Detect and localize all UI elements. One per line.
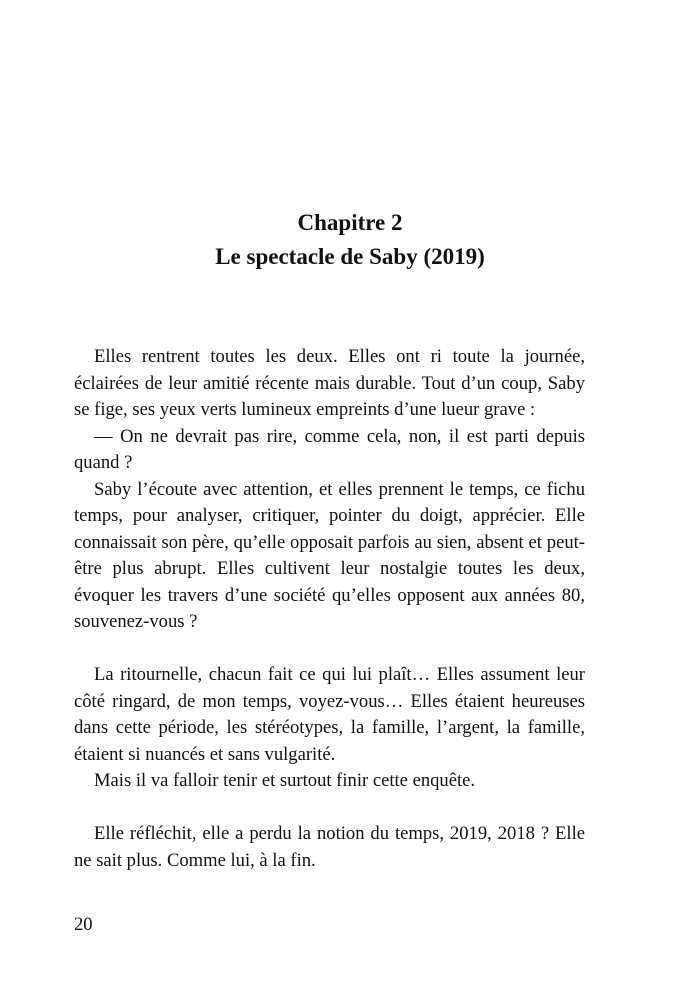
chapter-number: Chapitre 2	[297, 210, 403, 235]
chapter-title: Le spectacle de Saby (2019)	[215, 244, 485, 269]
paragraph: Elle réfléchit, elle a perdu la notion du temps, 2019, 2018 ? Elle ne sait plus. Comme lui, à la fin.	[74, 823, 585, 871]
paragraph: Elles rentrent toutes les deux. Elles ont ri toute la journée, éclairées de leur amitié récente mais durable. Tout d’un coup, Saby se fige, ses yeux verts lumineux empreints d’une lueur grave :	[74, 346, 585, 420]
chapter-heading	[0, 206, 700, 274]
page-number: 20	[74, 914, 93, 935]
body-text	[74, 344, 585, 874]
paragraph-dialogue: — On ne devrait pas rire, comme cela, non, il est parti depuis quand ?	[74, 425, 585, 473]
paragraph: Mais il va falloir tenir et surtout finir cette enquête.	[94, 770, 476, 791]
paragraph: Saby l’écoute avec attention, et elles prennent le temps, ce fichu temps, pour analyser, critiquer, pointer du doigt, apprécier. Elle connaissait son père, qu’elle opposait parfois au sien, absent et peut-être plus abrupt. Elles cultivent leur nostalgie toutes les deux, évoquer les travers d’une société qu’elles opposent aux années 80, souvenez-vous ?	[74, 478, 585, 632]
paragraph: La ritournelle, chacun fait ce qui lui plaît… Elles assument leur côté ringard, de mon temps, voyez-vous… Elles étaient heureuses dans cette période, les stéréotypes, la famille, l’argent, la famille, étaient si nuancés et sans vulgarité.	[74, 664, 585, 765]
